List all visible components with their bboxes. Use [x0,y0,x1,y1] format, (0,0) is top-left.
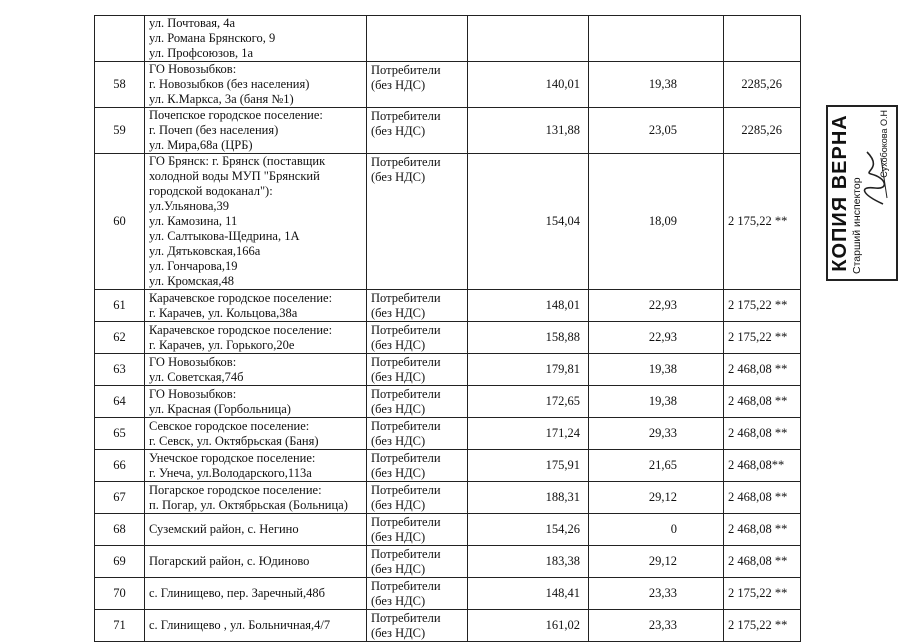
address-line: ул. Красная (Горбольница) [149,401,291,416]
address-cell [145,62,367,108]
row-number: 70 [95,578,145,610]
address-line: ул. Романа Брянского, 9 [149,31,276,45]
consumer-line: (без НДС) [371,370,426,384]
value-cell-1: 131,88 [468,108,589,154]
consumer-line: (без НДС) [371,562,426,576]
consumer-line: (без НДС) [371,170,426,184]
value-cell-2: 29,33 [589,418,724,450]
value-cell-3: 2 468,08 ** [724,546,801,578]
row-number [95,16,145,62]
address-cell [145,450,367,482]
address-line: Карачевское городское поселение: [149,322,333,337]
value-cell-3: 2 468,08 ** [724,354,801,386]
address-line: ул. Почтовая, 4а [149,16,236,30]
consumer-line: (без НДС) [371,124,426,138]
row-number: 68 [95,514,145,546]
consumer-line: Потребители [371,109,441,123]
consumer-category [367,386,468,418]
value-cell-3: 2 468,08 ** [724,482,801,514]
tariff-table-body [95,16,801,642]
copy-certified-stamp [826,105,898,281]
value-cell-2: 23,33 [589,610,724,642]
consumer-category [367,450,468,482]
value-cell-3: 2 175,22 ** [724,322,801,354]
value-cell-3: 2 175,22 ** [724,290,801,322]
row-number: 59 [95,108,145,154]
table-row [95,418,801,450]
table-row [95,450,801,482]
consumer-line: Потребители [371,323,441,337]
table-row [95,62,801,108]
address-line: г. Почеп (без населения) [149,123,279,137]
value-cell-3: 2 175,22 ** [724,610,801,642]
row-number: 69 [95,546,145,578]
row-number: 64 [95,386,145,418]
consumer-line: Потребители [371,355,441,369]
value-cell-1: 148,41 [468,578,589,610]
consumer-line: (без НДС) [371,530,426,544]
value-cell-2: 19,38 [589,354,724,386]
value-cell-3: 2285,26 [724,62,801,108]
table-row [95,482,801,514]
consumer-category [367,154,468,290]
address-cell [145,354,367,386]
address-line: г. Севск, ул. Октябрьская (Баня) [149,433,319,448]
consumer-line: (без НДС) [371,434,426,448]
value-cell-1: 154,04 [468,154,589,290]
value-cell-3: 2285,26 [724,108,801,154]
value-cell-3: 2 468,08 ** [724,418,801,450]
value-cell-2: 29,12 [589,482,724,514]
address-line: холодной воды МУП "Брянский [149,169,320,183]
value-cell-3: 2 175,22 ** [724,578,801,610]
row-number: 62 [95,322,145,354]
table-row [95,16,801,62]
table-row [95,578,801,610]
address-line: Севское городское поселение: [149,418,310,433]
table-row [95,546,801,578]
address-cell [145,290,367,322]
table-row [95,108,801,154]
value-cell-3 [724,16,801,62]
table-row [95,322,801,354]
consumer-category [367,578,468,610]
value-cell-2: 18,09 [589,154,724,290]
consumer-line: (без НДС) [371,498,426,512]
value-cell-2: 19,38 [589,62,724,108]
row-number: 63 [95,354,145,386]
consumer-line: Потребители [371,451,441,465]
consumer-line: Потребители [371,155,441,169]
consumer-category [367,482,468,514]
address-cell [145,546,367,578]
consumer-line: Потребители [371,63,441,77]
address-line: с. Глинищево , ул. Больничная,4/7 [149,618,331,632]
row-number: 61 [95,290,145,322]
consumer-category [367,610,468,642]
value-cell-1: 171,24 [468,418,589,450]
value-cell-2: 22,93 [589,322,724,354]
value-cell-1: 188,31 [468,482,589,514]
address-line: Погарское городское поселение: [149,482,322,497]
value-cell-2: 23,05 [589,108,724,154]
value-cell-1: 161,02 [468,610,589,642]
consumer-line: Потребители [371,611,441,625]
address-line: с. Глинищево, пер. Заречный,48б [149,586,325,600]
stamp-name: Сухобокова О.Н [879,110,889,178]
value-cell-1 [468,16,589,62]
consumer-line: (без НДС) [371,594,426,608]
table-row [95,154,801,290]
consumer-category [367,354,468,386]
table-row [95,386,801,418]
address-line: Суземский район, с. Негино [149,522,299,536]
value-cell-2 [589,16,724,62]
address-cell [145,418,367,450]
address-line: ул.Ульянова,39 [149,199,230,213]
consumer-category [367,546,468,578]
value-cell-3: 2 468,08** [724,450,801,482]
address-line: ул. Кромская,48 [149,274,235,288]
address-line: г. Карачев, ул. Горького,20е [149,337,295,352]
address-line: г. Карачев, ул. Кольцова,38а [149,305,298,320]
address-cell [145,482,367,514]
value-cell-2: 29,12 [589,546,724,578]
consumer-line: (без НДС) [371,78,426,92]
consumer-line: (без НДС) [371,466,426,480]
address-line: ул. Профсоюзов, 1а [149,46,254,60]
address-cell [145,514,367,546]
row-number: 60 [95,154,145,290]
address-line: г. Новозыбков (без населения) [149,77,310,91]
address-line: Карачевское городское поселение: [149,290,333,305]
address-line: городской водоканал"): [149,184,273,198]
address-cell [145,610,367,642]
value-cell-1: 175,91 [468,450,589,482]
address-line: г. Унеча, ул.Володарского,113а [149,465,312,480]
address-line: Погарский район, с. Юдиново [149,554,310,568]
value-cell-1: 140,01 [468,62,589,108]
address-cell [145,154,367,290]
address-line: ГО Новозыбков: [149,62,237,76]
table-row [95,514,801,546]
row-number: 71 [95,610,145,642]
address-line: ул. Салтыкова-Щедрина, 1А [149,229,300,243]
consumer-category [367,16,468,62]
value-cell-2: 0 [589,514,724,546]
address-cell [145,322,367,354]
value-cell-1: 183,38 [468,546,589,578]
address-line: Унечское городское поселение: [149,450,316,465]
consumer-category [367,290,468,322]
value-cell-3: 2 468,08 ** [724,386,801,418]
stamp-role: Старший инспектор [851,177,863,274]
address-line: Почепское городское поселение: [149,108,323,122]
consumer-line: Потребители [371,515,441,529]
value-cell-3: 2 468,08 ** [724,514,801,546]
address-cell [145,578,367,610]
consumer-category [367,322,468,354]
consumer-line: (без НДС) [371,626,426,640]
table-row [95,610,801,642]
consumer-line: Потребители [371,387,441,401]
consumer-line: Потребители [371,579,441,593]
value-cell-2: 22,93 [589,290,724,322]
consumer-line: (без НДС) [371,306,426,320]
table-row [95,290,801,322]
address-cell [145,386,367,418]
address-cell [145,16,367,62]
consumer-line: Потребители [371,291,441,305]
value-cell-2: 19,38 [589,386,724,418]
value-cell-2: 23,33 [589,578,724,610]
tariff-table [94,15,801,642]
value-cell-1: 154,26 [468,514,589,546]
consumer-line: (без НДС) [371,402,426,416]
consumer-line: Потребители [371,419,441,433]
consumer-line: Потребители [371,547,441,561]
row-number: 66 [95,450,145,482]
table-row [95,354,801,386]
row-number: 65 [95,418,145,450]
consumer-line: Потребители [371,483,441,497]
stamp-title: КОПИЯ ВЕРНА [829,114,851,272]
address-line: ГО Новозыбков: [149,386,237,401]
address-line: ул. Мира,68а (ЦРБ) [149,138,253,152]
value-cell-2: 21,65 [589,450,724,482]
address-line: ул. Гончарова,19 [149,259,238,273]
consumer-category [367,62,468,108]
value-cell-1: 148,01 [468,290,589,322]
value-cell-1: 158,88 [468,322,589,354]
address-line: ГО Новозыбков: [149,354,237,369]
consumer-category [367,108,468,154]
consumer-category [367,418,468,450]
address-line: ул. Камозина, 11 [149,214,238,228]
row-number: 67 [95,482,145,514]
consumer-category [367,514,468,546]
consumer-line: (без НДС) [371,338,426,352]
value-cell-1: 179,81 [468,354,589,386]
address-line: п. Погар, ул. Октябрьская (Больница) [149,497,348,512]
address-line: ГО Брянск: г. Брянск (поставщик [149,154,326,168]
address-line: ул. К.Маркса, 3а (баня №1) [149,92,294,106]
address-line: ул. Советская,74б [149,369,244,384]
address-line: ул. Дятьковская,166а [149,244,261,258]
value-cell-1: 172,65 [468,386,589,418]
row-number: 58 [95,62,145,108]
address-cell [145,108,367,154]
value-cell-3: 2 175,22 ** [724,154,801,290]
